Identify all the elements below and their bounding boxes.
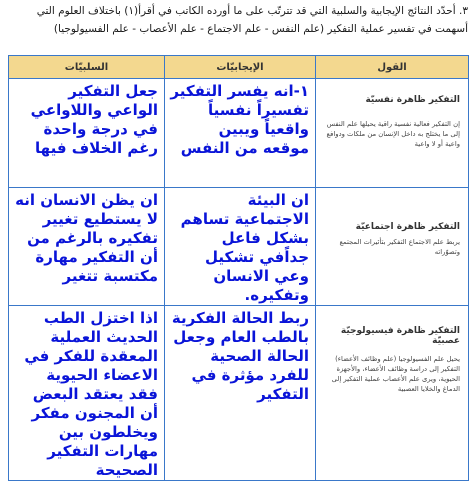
question-number: ٣. <box>459 5 468 17</box>
comparison-table <box>8 55 469 481</box>
negative-answer-cell[interactable] <box>9 188 165 306</box>
table-row <box>9 79 469 188</box>
statement-description: يحيل علم الفسيولوجيا (علم وظائف الأعضاء) التفكير إلى دراسة وظائف الأعضاء، والأجهزة الحيوية، ويرى علم الأعصاب عملية التفكير إلى الدماغ والخلايا العصبية <box>331 355 460 393</box>
positive-answer-cell[interactable] <box>165 188 316 306</box>
statement-cell <box>316 79 469 188</box>
question-text <box>6 2 468 38</box>
question-body: أحدّد النتائج الإيجابية والسلبية التي قد تترتّب على ما أورده الكاتب في أقرأ(١) باختلاف العلوم التي أسهمت في تفسير عملية التفكير (علم النفس - علم الاجتماع - علم الأعصاب - علم الفسيولوجيا) <box>36 5 468 35</box>
header-positives: الإيجابيّات <box>165 56 316 79</box>
header-negatives: السلبيّات <box>9 56 165 79</box>
negative-answer: ان يظن الانسان انه لا يستطيع تغيير تفكيره بالرغم من أن التفكير مهارة مكتسبة تتغير <box>15 191 158 285</box>
positive-answer: ربط الحالة الفكرية بالطب العام وجعل الحالة الصحية للفرد مؤثرة في التفكير <box>171 309 309 403</box>
statement-title: التفكير ظاهرة نفسيّة <box>365 95 460 105</box>
positive-answer-cell[interactable] <box>165 306 316 481</box>
table-row <box>9 306 469 481</box>
statement-cell <box>316 306 469 481</box>
statement-title: التفكير ظاهرة فيسيولوجيّة عصبيّة <box>340 326 460 346</box>
negative-answer-cell[interactable] <box>9 306 165 481</box>
table-row <box>9 188 469 306</box>
table-header-row <box>9 56 469 79</box>
positive-answer-cell[interactable] <box>165 79 316 188</box>
statement-description: يربط علم الاجتماع التفكير بتأثيرات المجتمع وتصوّراته <box>339 238 460 256</box>
positive-answer: ان البيئة الاجتماعية تساهم بشكل فاعل جداًفي تشكيل وعي الانسان وتفكيره. <box>180 191 309 304</box>
negative-answer: اذا اختزل الطب الحديث العملية المعقدة للفكر في الاعضاء الحيوية فقد يعتقد البعض أن المجنون مفكر ويخلطون بين مهارات التفكير الصحيحة <box>24 309 158 479</box>
positive-answer: ١-انه يفسر التفكير تفسيراً نفسياً واقعياً ويبين موقعه من النفس <box>170 82 309 157</box>
negative-answer-cell[interactable] <box>9 79 165 188</box>
statement-title: التفكير ظاهرة اجتماعيّة <box>355 222 460 232</box>
header-statement: القول <box>316 56 469 79</box>
statement-description: إن التفكير فعالية نفسية راقية يحيلها علم النفس إلى ما يختلج به داخل الإنسان من ملكات ودوافع واعية أو لا واعية <box>326 120 460 148</box>
statement-cell <box>316 188 469 306</box>
negative-answer: جعل التفكير الواعي واللاواعي في درجة واحدة رغم الخلاف فيها <box>30 82 158 157</box>
